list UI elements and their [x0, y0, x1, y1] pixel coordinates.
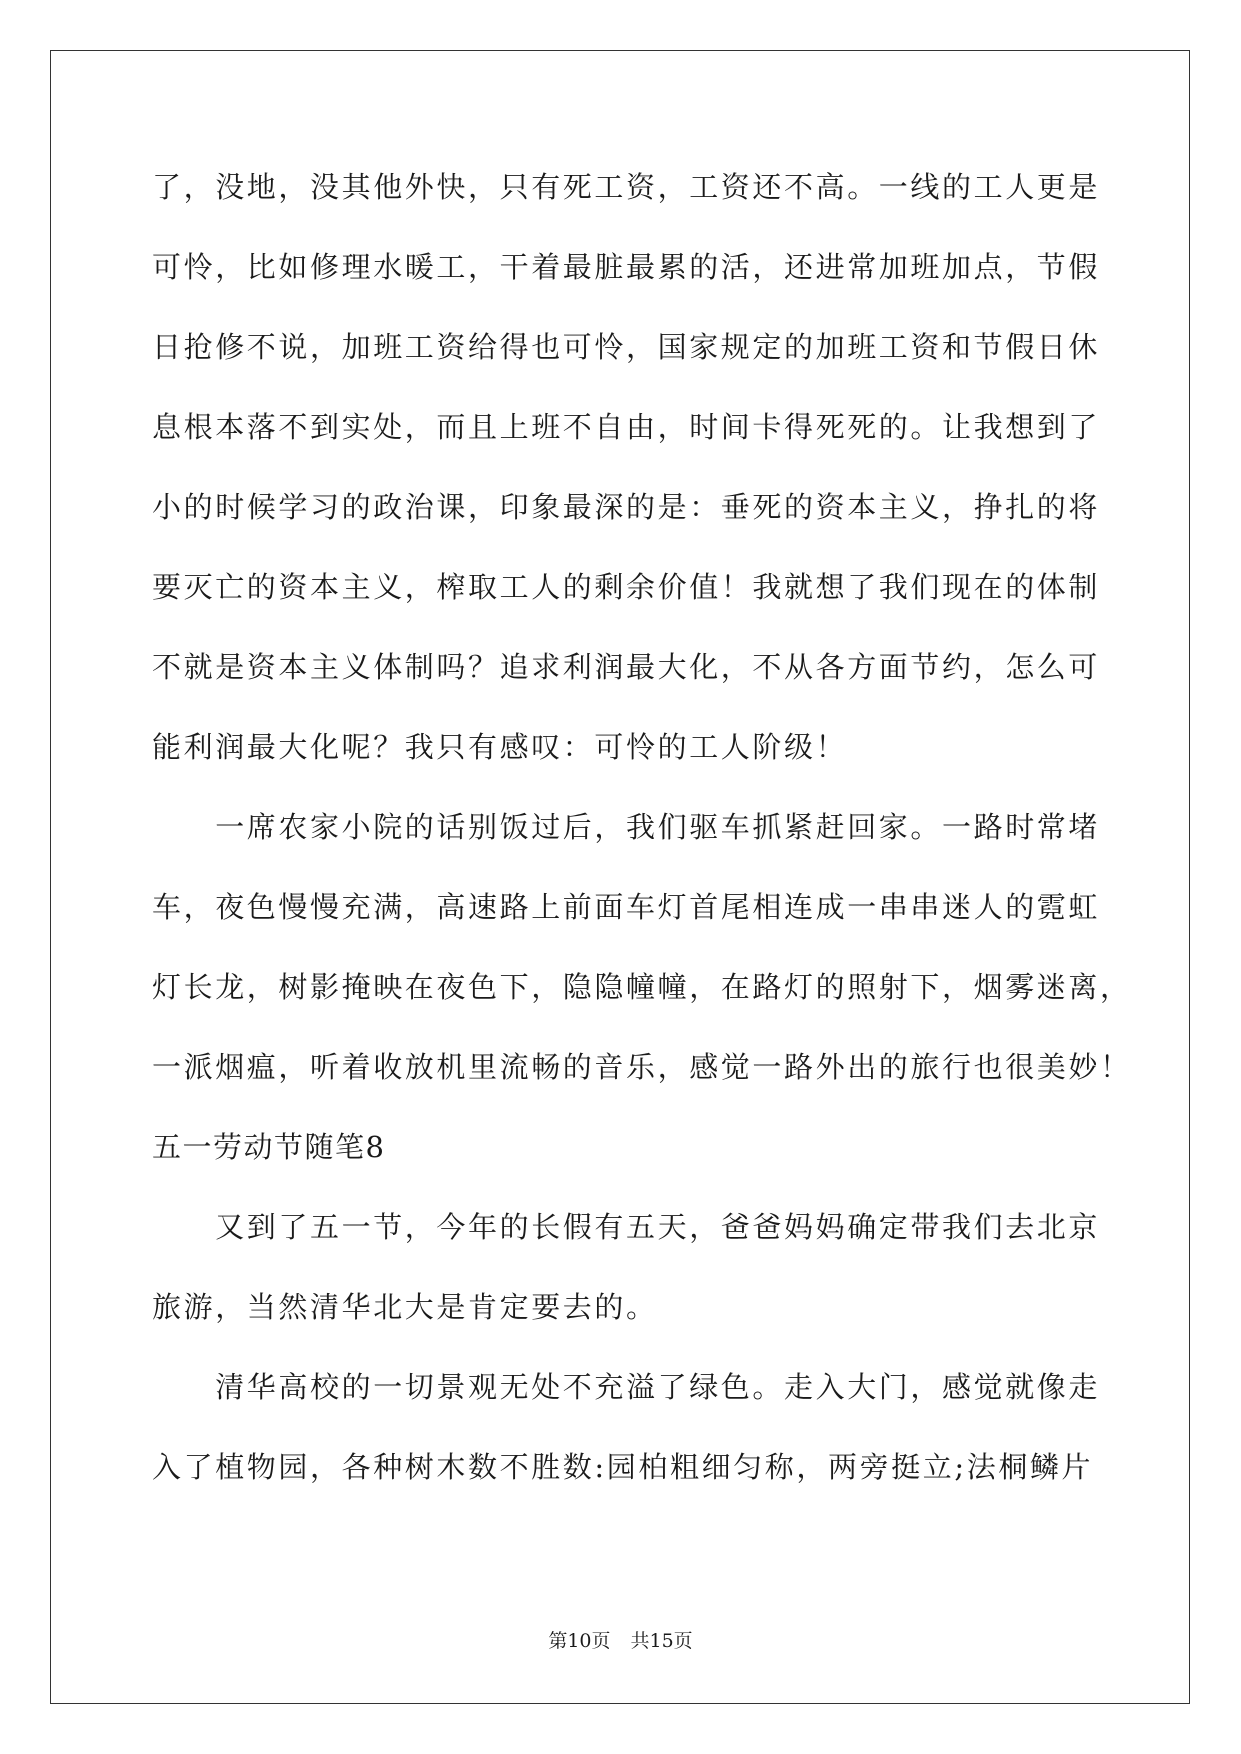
text-line: 清华高校的一切景观无处不充溢了绿色。走入大门，感觉就像走: [152, 1370, 1101, 1404]
document-body: [152, 162, 1132, 1522]
text-line: 要灭亡的资本主义，榨取工人的剩余价值！我就想了我们现在的体制: [152, 570, 1101, 604]
text-line: 息根本落不到实处，而且上班不自由，时间卡得死死的。让我想到了: [152, 410, 1101, 444]
page-footer: [0, 1628, 1241, 1654]
text-line: 一席农家小院的话别饭过后，我们驱车抓紧赶回家。一路时常堵: [152, 810, 1101, 844]
section-heading: 五一劳动节随笔8: [152, 1130, 386, 1164]
text-line: 可怜，比如修理水暖工，干着最脏最累的活，还进常加班加点，节假: [152, 250, 1101, 284]
text-line: 入了植物园，各种树木数不胜数:园柏粗细匀称，两旁挺立;法桐鳞片: [152, 1450, 1094, 1484]
text-line: 又到了五一节，今年的长假有五天，爸爸妈妈确定带我们去北京: [152, 1210, 1101, 1244]
text-line: 了，没地，没其他外快，只有死工资，工资还不高。一线的工人更是: [152, 170, 1101, 204]
text-line: 灯长龙，树影掩映在夜色下，隐隐幢幢，在路灯的照射下，烟雾迷离，: [152, 970, 1132, 1004]
text-line: 车，夜色慢慢充满，高速路上前面车灯首尾相连成一串串迷人的霓虹: [152, 890, 1101, 924]
text-line: 能利润最大化呢？我只有感叹：可怜的工人阶级！: [152, 730, 848, 764]
page-total: 共15页: [630, 1630, 693, 1652]
text-line: 一派烟瘟，听着收放机里流畅的音乐，感觉一路外出的旅行也很美妙！: [152, 1050, 1132, 1084]
text-line: 旅游，当然清华北大是肯定要去的。: [152, 1290, 658, 1324]
page-number: 第10页: [548, 1630, 611, 1652]
text-line: 日抢修不说，加班工资给得也可怜，国家规定的加班工资和节假日休: [152, 330, 1101, 364]
text-line: 小的时候学习的政治课，印象最深的是：垂死的资本主义，挣扎的将: [152, 490, 1101, 524]
text-line: 不就是资本主义体制吗？追求利润最大化，不从各方面节约，怎么可: [152, 650, 1101, 684]
